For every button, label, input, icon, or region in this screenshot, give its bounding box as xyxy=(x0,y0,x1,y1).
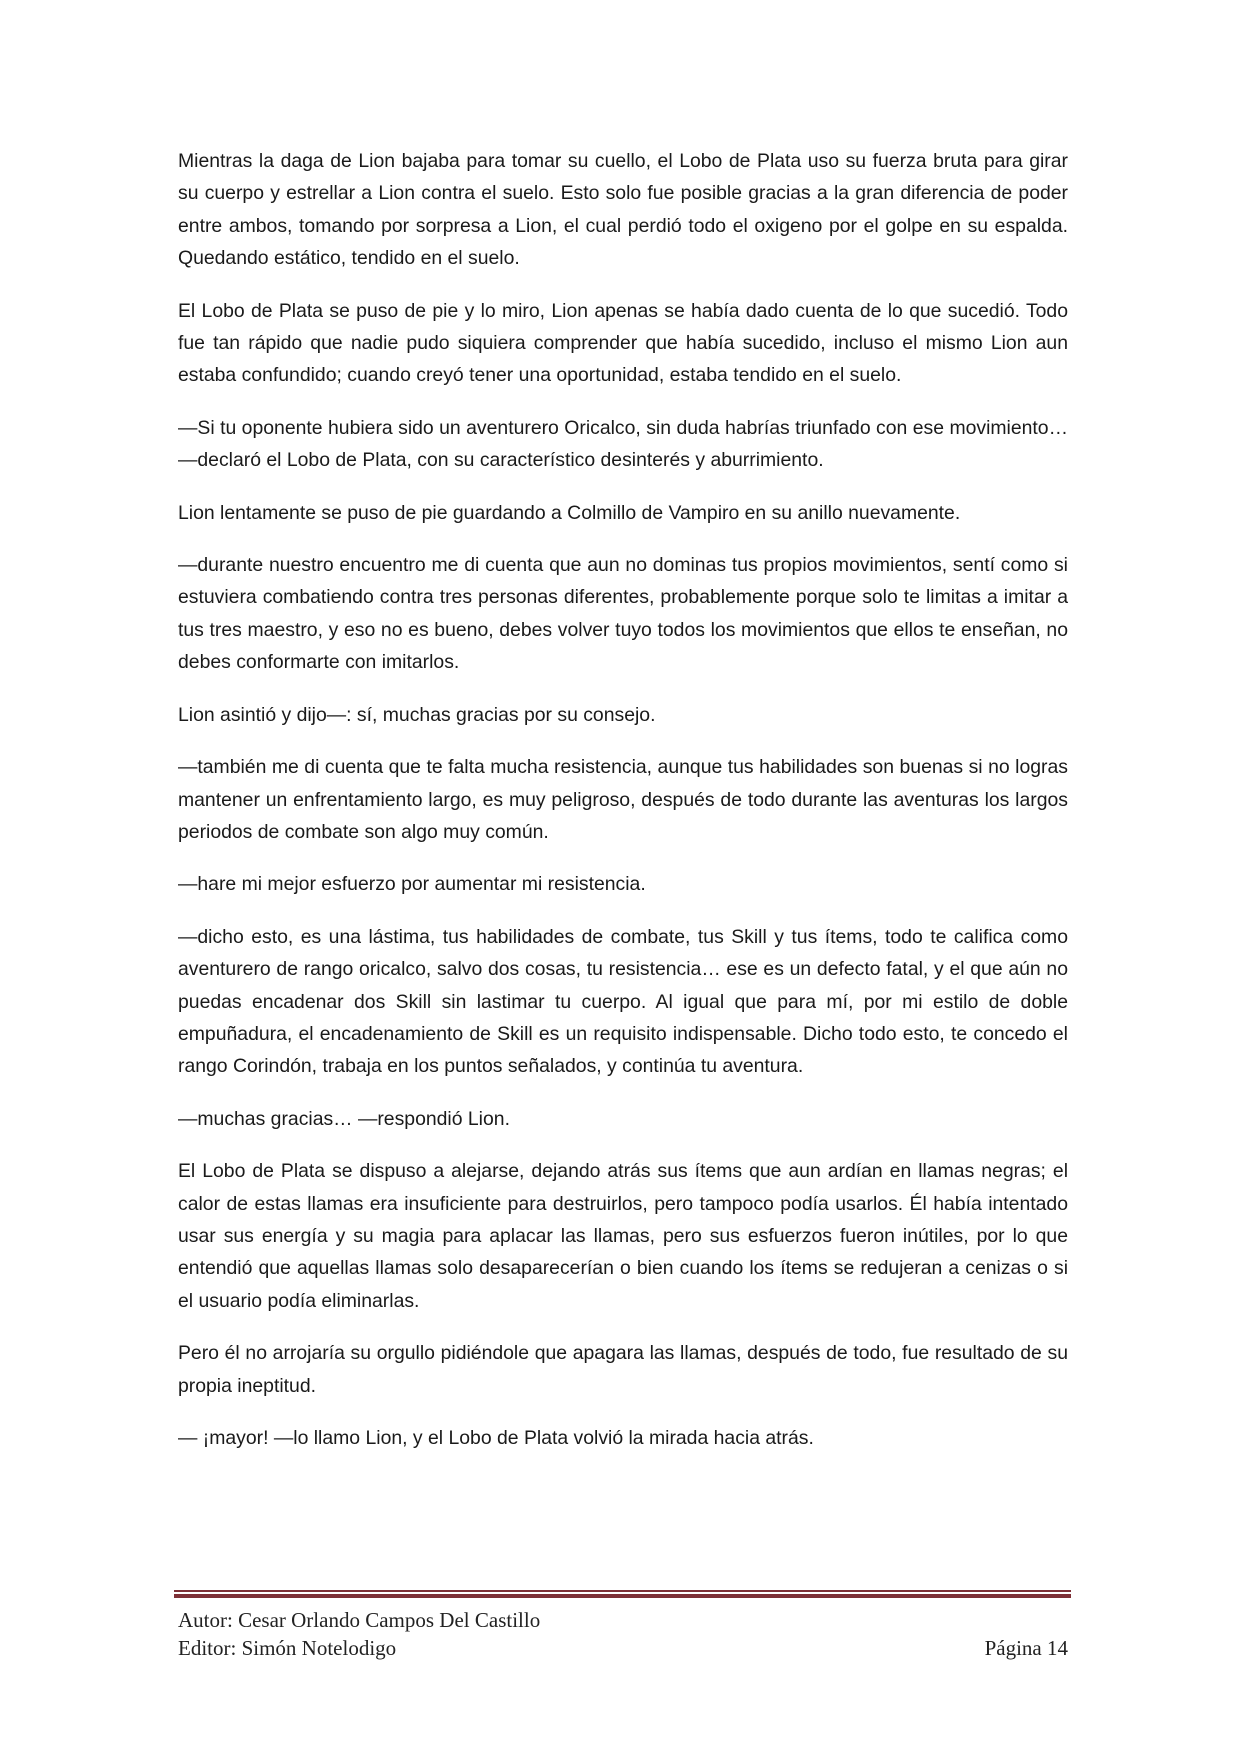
paragraph: —muchas gracias… —respondió Lion. xyxy=(178,1107,510,1130)
footer-rule-thick xyxy=(174,1594,1071,1598)
paragraph: El Lobo de Plata se dispuso a alejarse, dejando atrás sus ítems que aun ardían en llamas negras; el calor de estas llamas era insuficiente para destruirlos, pero tampoco podía usarlos. Él había intentado usar sus energía y su magia para aplacar las llamas, pero sus esfuerzos fueron inútiles, por lo que entendió que aquellas llamas solo desaparecerían o bien cuando los ítems se redujeran a cenizas o si el usuario podía eliminarlas. xyxy=(178,1160,1068,1312)
footer-author-row xyxy=(178,1606,1068,1634)
paragraph: —durante nuestro encuentro me di cuenta que aun no dominas tus propios movimientos, sentí como si estuviera combatiendo contra tres personas diferentes, probablemente porque solo te limitas a imitar a tus tres maestro, y eso no es bueno, debes volver tuyo todos los movimientos que ellos te enseñan, no debes conformarte con imitarlos. xyxy=(178,554,1068,674)
paragraph: —dicho esto, es una lástima, tus habilidades de combate, tus Skill y tus ítems, todo te califica como aventurero de rango oricalco, salvo dos cosas, tu resistencia… ese es un defecto fatal, y el que aún no puedas encadenar dos Skill sin lastimar tu cuerpo. Al igual que para mí, por mi estilo de doble empuñadura, el encadenamiento de Skill es un requisito indispensable. Dicho todo esto, te concedo el rango Corindón, trabaja en los puntos señalados, y continúa tu aventura. xyxy=(178,925,1068,1078)
paragraph: —también me di cuenta que te falta mucha resistencia, aunque tus habilidades son buenas si no logras mantener un enfrentamiento largo, es muy peligroso, después de todo durante las aventuras los largos periodos de combate son algo muy común. xyxy=(178,756,1068,843)
page-number: Página 14 xyxy=(984,1636,1068,1660)
paragraph: Lion lentamente se puso de pie guardando a Colmillo de Vampiro en su anillo nuevamente. xyxy=(178,501,961,524)
paragraph: —Si tu oponente hubiera sido un aventurero Oricalco, sin duda habrías triunfado con ese movimiento… —declaró el Lobo de Plata, con su característico desinterés y aburrimiento. xyxy=(178,416,1068,472)
footer-rule xyxy=(174,1590,1071,1598)
paragraph: —hare mi mejor esfuerzo por aumentar mi resistencia. xyxy=(178,873,646,896)
footer-editor: Editor: Simón Notelodigo xyxy=(178,1636,397,1660)
paragraph: El Lobo de Plata se puso de pie y lo miro, Lion apenas se había dado cuenta de lo que sucedió. Todo fue tan rápido que nadie pudo siquiera comprender que había sucedido, incluso el mismo Lion aun estaba confundido; cuando creyó tener una oportunidad, estaba tendido en el suelo. xyxy=(178,299,1068,387)
footer-editor-row xyxy=(178,1634,1068,1662)
page-footer xyxy=(178,1606,1068,1662)
paragraph: Pero él no arrojaría su orgullo pidiéndole que apagara las llamas, después de todo, fue resultado de su propia ineptitud. xyxy=(178,1342,1068,1397)
paragraph: Mientras la daga de Lion bajaba para tomar su cuello, el Lobo de Plata uso su fuerza bruta para girar su cuerpo y estrellar a Lion contra el suelo. Esto solo fue posible gracias a la gran diferencia de poder entre ambos, tomando por sorpresa a Lion, el cual perdió todo el oxigeno por el golpe en su espalda. Quedando estático, tendido en el suelo. xyxy=(178,150,1068,270)
paragraph: Lion asintió y dijo—: sí, muchas gracias por su consejo. xyxy=(178,703,656,726)
paragraph: — ¡mayor! —lo llamo Lion, y el Lobo de Plata volvió la mirada hacia atrás. xyxy=(178,1427,814,1449)
body-text xyxy=(178,145,1068,1474)
footer-author: Autor: Cesar Orlando Campos Del Castillo xyxy=(178,1608,541,1632)
